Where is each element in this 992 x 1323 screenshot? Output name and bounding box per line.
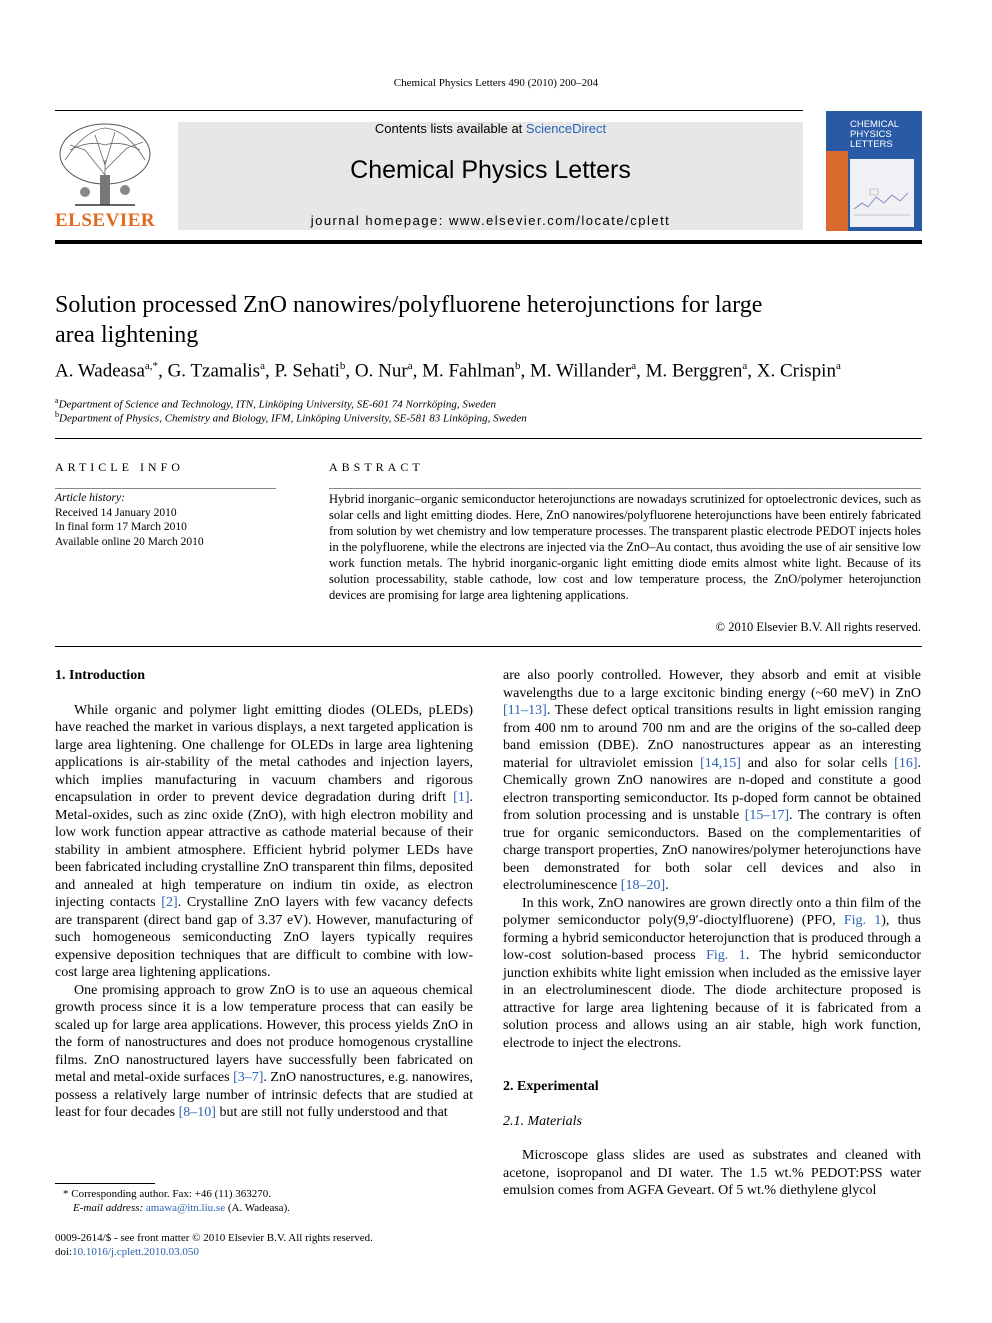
author-separator: , — [264, 360, 275, 382]
publisher-logo-text: ELSEVIER — [55, 210, 156, 231]
reference-link[interactable]: [1] — [453, 790, 470, 805]
journal-homepage[interactable]: journal homepage: www.elsevier.com/locate/cplett — [310, 213, 671, 228]
title-line-2: area lightening — [55, 322, 199, 348]
abstract-copyright: © 2010 Elsevier B.V. All rights reserved. — [715, 620, 921, 634]
author-name[interactable]: X. Crispin — [756, 360, 836, 382]
author-separator: , — [158, 360, 168, 382]
reference-link[interactable]: [15–17] — [744, 808, 790, 823]
email-link[interactable]: amawa@itn.liu.se — [145, 1202, 226, 1214]
author-name[interactable]: G. Tzamalis — [167, 360, 261, 382]
left-column — [55, 667, 473, 1122]
paragraph-text: . ZnO nanostructures, e.g. nanowires, possess a relatively large number of intrinsic defects that are studied at least for four decades — [55, 1070, 473, 1120]
author-affiliation-marker: a — [260, 360, 265, 372]
header-rule — [55, 110, 803, 111]
introduction-heading: 1. Introduction — [55, 668, 145, 683]
reference-link[interactable]: [2] — [161, 895, 178, 910]
contents-line — [178, 121, 803, 136]
publication-info — [55, 1231, 475, 1259]
cover-title-line: LETTERS — [850, 139, 893, 150]
materials-heading: 2.1. Materials — [503, 1113, 582, 1129]
affiliation-text: Department of Physics, Chemistry and Biology, IFM, Linköping University, SE-581 83 Linköping, Sweden — [59, 412, 527, 425]
affiliation-text: Department of Science and Technology, ITN, Linköping University, SE-601 74 Norrköping, Sweden — [58, 398, 496, 411]
cover-title — [850, 120, 899, 150]
reference-link[interactable]: [3–7] — [233, 1070, 264, 1085]
doi-line — [55, 1245, 475, 1259]
reference-link[interactable]: Fig. 1 — [843, 913, 882, 928]
abstract-heading: ABSTRACT — [329, 460, 424, 474]
paragraph-text: and also for solar cells — [740, 755, 895, 771]
paragraph-text: One promising approach to grow ZnO is to use an aqueous chemical growth process since it is a low temperature process that can easily be scaled up for large area applications. However, this process yields ZnO in the form of nanostructures and does not produce homogenous crystalline films. ZnO nanostructured layers have successfully been fabricated on metal and metal-oxide surfaces — [55, 982, 473, 1085]
author-name[interactable]: M. Willander — [529, 360, 632, 382]
author-name[interactable]: A. Wadeasa — [55, 360, 145, 382]
article-info-heading: ARTICLE INFO — [55, 460, 184, 474]
footnotes — [55, 1187, 475, 1215]
intro-paragraph-4 — [503, 895, 921, 1053]
paragraph-text: . The hybrid semiconductor junction exhibits white light emission when included as the emissive layer in an electroluminescent diode. The diode architecture proposed is attractive for large area lightening because of it is fabricated from a solution process and allows using an air stable, high work function, electrode to inject the electrons. — [503, 948, 921, 1051]
intro-paragraph-3 — [503, 667, 921, 895]
author-name[interactable]: P. Sehati — [274, 360, 340, 382]
author-name[interactable]: O. Nur — [354, 360, 408, 382]
abstract-text: Hybrid inorganic–organic semiconductor heterojunctions are nowadays scrutinized for optoelectronic devices, such as solar cells and light emitting diodes. Here, ZnO nanowires/polyfluorene heterojunctions have been entirely fabricated from solution by wet chemistry and low temperature processes. The transparent plastic electrode PEDOT injects holes in the polyfluorene, while the electrons are injected via the ZnO–Au contact, thus avoiding the use of air sensitive low work function metals. The hybrid inorganic-organic light emitting diode emits almost white light. Because of its solution processability, stable cathode, low cost and low temperature process, the ZnO/polymer heterojunction devices are promising for large area lightening applications. — [329, 492, 921, 602]
author-separator: , — [345, 360, 355, 382]
author-separator: , — [520, 360, 530, 382]
journal-title: Chemical Physics Letters — [350, 156, 631, 184]
paragraph-text: . Crystalline ZnO layers with few vacancy defects are transparent (direct band gap of 3.37 eV). However, manufacturing of such homogeneous semiconducting ZnO layers typically requires expensive deposition techniques that are difficult to combine with low-cost large area lightening applications. — [55, 895, 473, 980]
author-affiliation-marker: b — [339, 360, 346, 372]
paragraph-text: . — [665, 878, 669, 893]
final-form-date: In final form 17 March 2010 — [55, 521, 187, 533]
contents-prefix: Contents lists available at — [374, 121, 526, 136]
right-column — [503, 667, 921, 1200]
journal-citation: Chemical Physics Letters 490 (2010) 200–204 — [393, 77, 599, 89]
author-separator: , — [636, 360, 646, 382]
header-thick-rule — [55, 240, 922, 244]
tree-icon — [55, 120, 155, 210]
paragraph-text: . These defect optical transitions results in light emission ranging from 400 nm to around 700 nm and are the origins of the so-called deep band emission (DBE). ZnO nanostructures appear as an interesting material for ultraviolet emission — [503, 703, 921, 771]
author-affiliation-marker: a,* — [144, 360, 159, 372]
author-affiliation-marker: b — [514, 360, 521, 372]
front-matter-line: 0009-2614/$ - see front matter © 2010 Elsevier B.V. All rights reserved. — [55, 1232, 373, 1244]
article-history — [55, 491, 285, 549]
abstract-rule — [329, 488, 921, 489]
history-label: Article history: — [55, 492, 125, 504]
cover-stripe — [826, 151, 848, 231]
author-affiliation-marker: a — [742, 360, 748, 372]
paragraph-text: In this work, ZnO nanowires are grown directly onto a thin film of the polymer semiconductor poly(9,9′-dioctylfluorene) (PFO, — [503, 895, 921, 928]
online-date: Available online 20 March 2010 — [55, 535, 204, 548]
paragraph-text: but are still not fully understood and that — [215, 1105, 448, 1120]
reference-link[interactable]: [18–20] — [620, 878, 666, 893]
abstract-separator — [55, 646, 922, 647]
email-suffix: (A. Wadeasa). — [225, 1202, 290, 1214]
reference-link[interactable]: [11–13] — [503, 703, 547, 718]
cover-figure — [850, 159, 914, 227]
affiliation-marker: b — [55, 410, 59, 419]
author-name[interactable]: M. Fahlman — [422, 360, 515, 382]
email-note — [55, 1201, 475, 1215]
cover-title-line: CHEMICAL — [850, 119, 900, 130]
affiliation-b — [55, 410, 527, 425]
paragraph-text: . The contrary is often true for organic semiconductors. Based on the complementarities of charge transport properties, ZnO nanowires/polymer heterojunctions have been demonstrated for both solar cell devices and also in electroluminescence — [503, 808, 921, 893]
affiliation-a — [55, 396, 496, 411]
email-label: E-mail address: — [73, 1202, 146, 1214]
materials-paragraph: Microscope glass slides are used as substrates and cleaned with acetone, isopropanol and DI water. The 1.5 wt.% PEDOT:PSS water emulsion comes from AGFA Geveart. Of 5 wt.% diethylene glycol — [503, 1148, 921, 1198]
doi-prefix: doi: — [55, 1246, 73, 1258]
cover-plot-icon — [850, 159, 914, 227]
intro-paragraph-1 — [55, 702, 473, 982]
title-line-1: Solution processed ZnO nanowires/polyfluorene heterojunctions for large — [55, 292, 763, 318]
author-list — [55, 360, 935, 382]
paragraph-text: . Metal-oxides, such as zinc oxide (ZnO), with high electron mobility and low work function appear attractive as cathode material because of their stability in ambient atmosphere. Efficient hybrid polymer LEDs have been fabricated including crystalline ZnO transparent thin films, deposited and annealed at high temperature on indium tin oxide, as electron injecting contacts — [55, 790, 473, 910]
reference-link[interactable]: Fig. 1 — [706, 948, 746, 963]
doi-link[interactable]: 10.1016/j.cplett.2010.03.050 — [72, 1246, 199, 1258]
article-title — [55, 290, 915, 350]
experimental-heading: 2. Experimental — [503, 1079, 599, 1094]
footnote-rule — [55, 1183, 155, 1184]
article-info-rule — [55, 488, 276, 489]
affiliation-rule — [55, 438, 922, 439]
reference-link[interactable]: [8–10] — [178, 1105, 216, 1120]
paragraph-text: While organic and polymer light emitting diodes (OLEDs, pLEDs) have reached the market in various displays, a next targeted application is large area lightening. One challenge for OLEDs in large area lightening applications is air-stability of the metal cathodes and injection layers, which implies manufacturing in vacuum chambers and rigorous encapsulation in order to prevent device degradation during drift — [55, 702, 473, 805]
author-affiliation-marker: a — [407, 360, 413, 372]
author-separator: , — [412, 360, 423, 382]
author-separator: , — [747, 360, 757, 382]
author-affiliation-marker: a — [835, 360, 841, 372]
corresponding-author-note: * Corresponding author. Fax: +46 (11) 363270. — [63, 1188, 272, 1200]
author-affiliation-marker: a — [631, 360, 637, 372]
author-name[interactable]: M. Berggren — [645, 360, 743, 382]
cover-title-line: PHYSICS — [850, 129, 892, 140]
intro-paragraph-2 — [55, 982, 473, 1122]
affiliation-marker: a — [55, 396, 59, 405]
paragraph-text: . Chemically grown ZnO nanowires are n-doped and constitute a good electron transporting semiconductor. Its p-doped form cannot be obtained from solution processing and is unstable — [503, 755, 921, 823]
sciencedirect-link[interactable]: ScienceDirect — [525, 121, 607, 136]
reference-link[interactable]: [14,15] — [700, 755, 741, 771]
paragraph-text: ), thus forming a hybrid semiconductor heterojunction that is produced through a low-cost solution-based process — [503, 913, 922, 963]
paragraph-text: are also poorly controlled. However, they absorb and emit at visible wavelengths due to a large excitonic binding energy (~60 meV) in ZnO — [503, 668, 921, 701]
journal-cover-image — [826, 111, 922, 231]
reference-link[interactable]: [16] — [894, 755, 918, 771]
received-date: Received 14 January 2010 — [55, 506, 177, 519]
